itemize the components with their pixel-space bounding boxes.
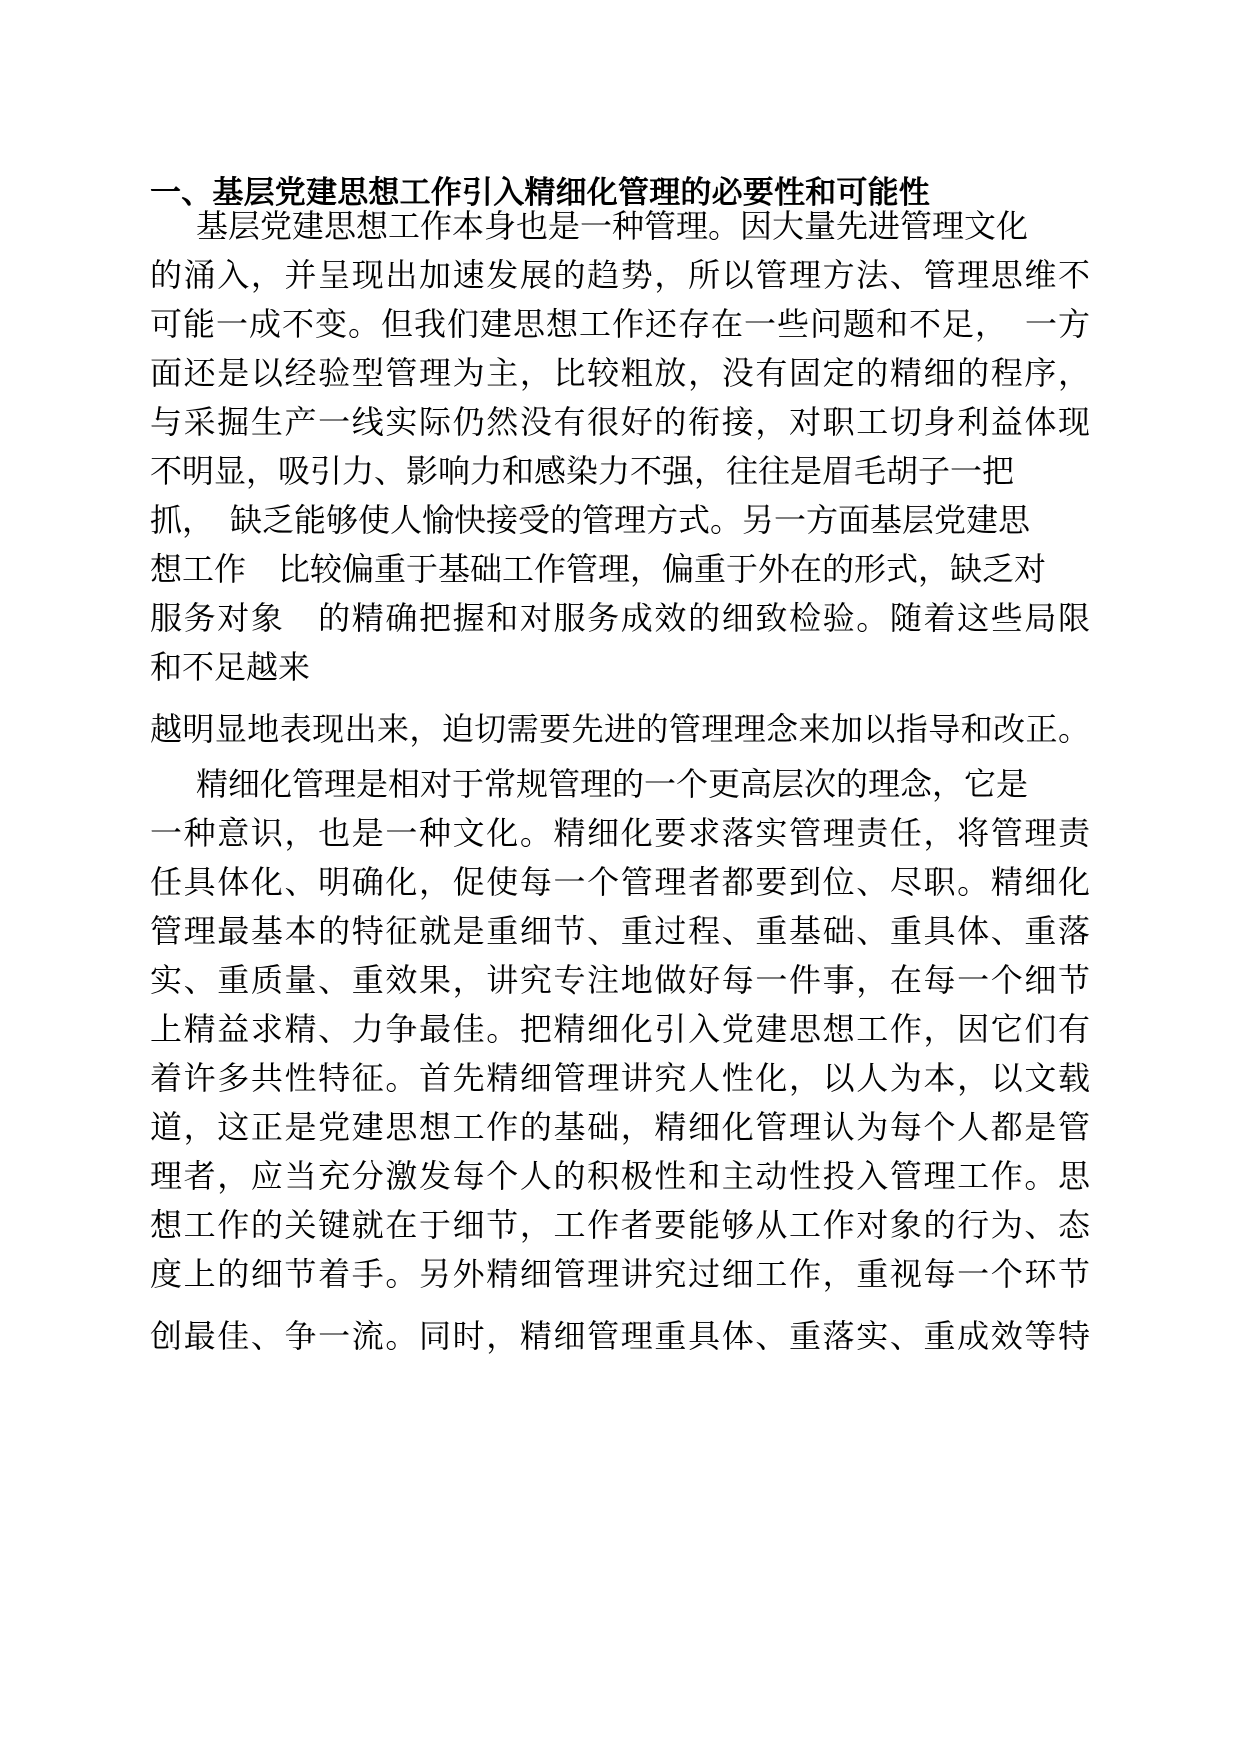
paragraph-line: 抓， 缺乏能够使人愉快接受的管理方式。另一方面基层党建思 xyxy=(150,501,1031,539)
paragraph-line: 实、重质量、重效果，讲究专注地做好每一件事，在每一个细节 xyxy=(150,961,1090,999)
paragraph-line: 不明显，吸引力、影响力和感染力不强，往往是眉毛胡子一把 xyxy=(150,452,1015,490)
paragraph-line: 的涌入，并呈现出加速发展的趋势，所以管理方法、管理思维不 xyxy=(150,256,1090,294)
paragraph-line: 精细化管理是相对于常规管理的一个更高层次的理念，它是 xyxy=(196,765,1029,803)
paragraph-line: 度上的细节着手。另外精细管理讲究过细工作，重视每一个环节 xyxy=(150,1255,1090,1293)
section-heading: 一、基层党建思想工作引入精细化管理的必要性和可能性 xyxy=(150,175,930,211)
paragraph-line: 与采掘生产一线实际仍然没有很好的衔接，对职工切身利益体现 xyxy=(150,403,1090,441)
paragraph-line: 面还是以经验型管理为主，比较粗放，没有固定的精细的程序， xyxy=(150,354,1090,392)
paragraph-line: 可能一成不变。但我们建思想工作还存在一些问题和不足， 一方 xyxy=(150,305,1090,343)
paragraph-line: 着许多共性特征。首先精细管理讲究人性化，以人为本，以文载 xyxy=(150,1059,1090,1097)
paragraph-line: 越明显地表现出来，迫切需要先进的管理理念来加以指导和改正。 xyxy=(150,710,1090,748)
paragraph-line: 管理最基本的特征就是重细节、重过程、重基础、重具体、重落 xyxy=(150,912,1090,950)
paragraph-line: 上精益求精、力争最佳。把精细化引入党建思想工作，因它们有 xyxy=(150,1010,1090,1048)
paragraph-line: 想工作的关键就在于细节，工作者要能够从工作对象的行为、态 xyxy=(150,1206,1090,1244)
paragraph-line: 道，这正是党建思想工作的基础，精细化管理认为每个人都是管 xyxy=(150,1108,1090,1146)
paragraph-line: 理者，应当充分激发每个人的积极性和主动性投入管理工作。思 xyxy=(150,1157,1090,1195)
paragraph-line: 想工作 比较偏重于基础工作管理，偏重于外在的形式，缺乏对 xyxy=(150,550,1047,588)
paragraph-line: 任具体化、明确化，促使每一个管理者都要到位、尽职。精细化 xyxy=(150,863,1090,901)
paragraph-line: 一种意识，也是一种文化。精细化要求落实管理责任，将管理责 xyxy=(150,814,1090,852)
paragraph-line: 基层党建思想工作本身也是一种管理。因大量先进管理文化 xyxy=(196,207,1029,245)
paragraph-line: 创最佳、争一流。同时，精细管理重具体、重落实、重成效等特 xyxy=(150,1317,1090,1355)
paragraph-line: 和不足越来 xyxy=(150,648,311,686)
paragraph-line: 服务对象 的精确把握和对服务成效的细致检验。随着这些局限 xyxy=(150,599,1090,637)
